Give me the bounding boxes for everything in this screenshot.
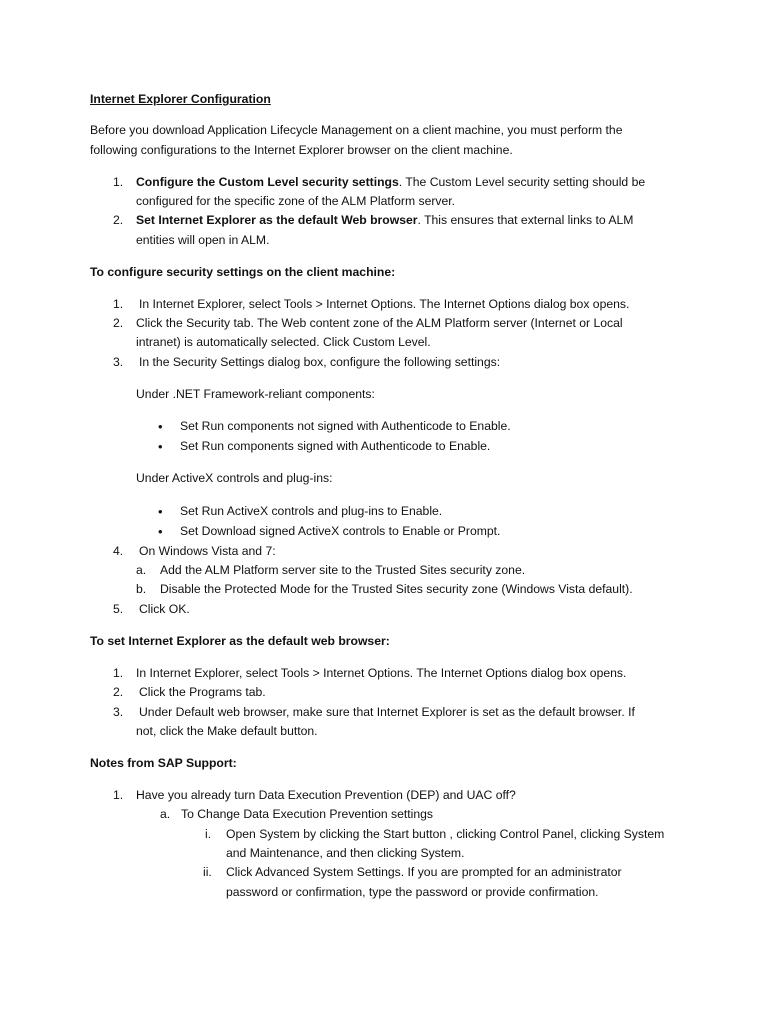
step-text: Click the Security tab. The Web content zone of the ALM Platform server (Internet or Local [136, 316, 623, 330]
list-number: 5. [113, 602, 124, 616]
roman-item-cont: password or confirmation, type the password or provide confirmation. [226, 885, 599, 899]
step-text: Under Default web browser, make sure that Internet Explorer is set as the default browser. If [139, 705, 635, 719]
list-number: 2. [113, 316, 124, 330]
step-text-cont: intranet) is automatically selected. Click Custom Level. [136, 335, 431, 349]
list-number: 1. [113, 175, 124, 189]
list-item [136, 211, 633, 230]
roman-item-cont: and Maintenance, and then clicking System. [226, 846, 465, 860]
list-number: 1. [113, 666, 124, 680]
list-number: 2. [113, 685, 124, 699]
sub-letter: a. [160, 807, 171, 821]
step-text: In the Security Settings dialog box, configure the following settings: [139, 355, 501, 369]
item-text: . The Custom Level security setting should be [398, 175, 646, 189]
step-text-cont: not, click the Make default button. [136, 724, 318, 738]
bullet-item: Set Run components not signed with Authenticode to Enable. [180, 419, 511, 433]
bullet-dot-icon: • [158, 419, 163, 434]
bullet-dot-icon: • [158, 524, 163, 539]
subheading: Under ActiveX controls and plug-ins: [136, 471, 333, 485]
step-text: On Windows Vista and 7: [139, 544, 276, 558]
doc-title: Internet Explorer Configuration [90, 92, 271, 106]
list-number: 2. [113, 213, 124, 227]
list-item-cont: configured for the specific zone of the ALM Platform server. [136, 194, 456, 208]
sub-letter: a. [136, 563, 147, 577]
sub-item: Disable the Protected Mode for the Trusted Sites security zone (Windows Vista default). [160, 582, 633, 596]
roman-number: i. [205, 827, 212, 841]
roman-number: ii. [203, 865, 212, 879]
list-number: 3. [113, 355, 124, 369]
section-heading: To configure security settings on the client machine: [90, 265, 396, 279]
item-bold: Set Internet Explorer as the default Web browser [136, 213, 418, 227]
list-number: 1. [113, 297, 124, 311]
item-bold: Configure the Custom Level security settings [136, 175, 399, 189]
item-text: . This ensures that external links to ALM [417, 213, 634, 227]
step-text: Click OK. [139, 602, 190, 616]
bullet-dot-icon: • [158, 504, 163, 519]
list-number: 4. [113, 544, 124, 558]
roman-item: Open System by clicking the Start button , clicking Control Panel, clicking System [226, 827, 665, 841]
step-text: In Internet Explorer, select Tools > Internet Options. The Internet Options dialog box opens. [139, 297, 630, 311]
section-heading: To set Internet Explorer as the default web browser: [90, 634, 390, 648]
list-item [136, 173, 645, 192]
list-number: 1. [113, 788, 124, 802]
step-text: In Internet Explorer, select Tools > Internet Options. The Internet Options dialog box opens. [136, 666, 627, 680]
sub-letter: b. [136, 582, 147, 596]
intro-line-2: following configurations to the Internet Explorer browser on the client machine. [90, 143, 513, 157]
section-heading: Notes from SAP Support: [90, 756, 237, 770]
sub-item: Add the ALM Platform server site to the Trusted Sites security zone. [160, 563, 526, 577]
roman-item: Click Advanced System Settings. If you are prompted for an administrator [226, 865, 622, 879]
bullet-item: Set Run ActiveX controls and plug-ins to Enable. [180, 504, 443, 518]
step-text: Have you already turn Data Execution Prevention (DEP) and UAC off? [136, 788, 516, 802]
step-text: Click the Programs tab. [139, 685, 266, 699]
sub-item: To Change Data Execution Prevention settings [181, 807, 434, 821]
subheading: Under .NET Framework-reliant components: [136, 387, 375, 401]
list-number: 3. [113, 705, 124, 719]
bullet-dot-icon: • [158, 439, 163, 454]
bullet-item: Set Run components signed with Authenticode to Enable. [180, 439, 491, 453]
bullet-item: Set Download signed ActiveX controls to Enable or Prompt. [180, 524, 501, 538]
list-item-cont: entities will open in ALM. [136, 233, 270, 247]
intro-line-1: Before you download Application Lifecycle Management on a client machine, you must perform the [90, 123, 623, 137]
